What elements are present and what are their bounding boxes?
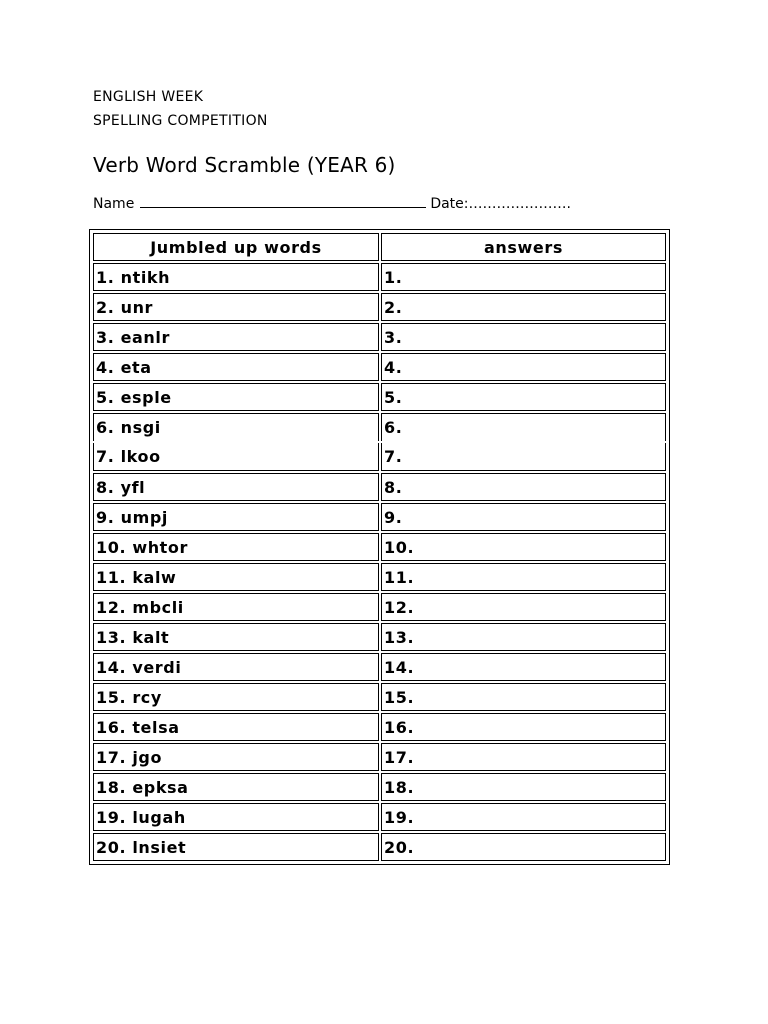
- answer-cell[interactable]: 20.: [381, 833, 666, 861]
- answer-cell[interactable]: 8.: [381, 473, 666, 501]
- table-row: [93, 383, 666, 411]
- answer-cell[interactable]: 5.: [381, 383, 666, 411]
- jumbled-word-cell: 15. rcy: [93, 683, 379, 711]
- table-row: [93, 473, 666, 501]
- jumbled-word-cell: 16. telsa: [93, 713, 379, 741]
- table-row: [93, 743, 666, 771]
- jumbled-word-cell: 14. verdi: [93, 653, 379, 681]
- answer-cell[interactable]: 19.: [381, 803, 666, 831]
- answer-cell[interactable]: 9.: [381, 503, 666, 531]
- name-blank-line[interactable]: [140, 195, 426, 208]
- table-row: [93, 443, 666, 471]
- table-row: [93, 623, 666, 651]
- answer-cell[interactable]: 18.: [381, 773, 666, 801]
- jumbled-word-cell: 4. eta: [93, 353, 379, 381]
- worksheet-title: Verb Word Scramble (YEAR 6): [93, 153, 396, 177]
- table-row: [93, 263, 666, 291]
- jumbled-word-cell: 8. yfl: [93, 473, 379, 501]
- answer-cell[interactable]: 16.: [381, 713, 666, 741]
- name-date-row: [93, 195, 571, 212]
- answer-cell[interactable]: 4.: [381, 353, 666, 381]
- table-row: [93, 353, 666, 381]
- answer-cell[interactable]: 2.: [381, 293, 666, 321]
- table-header-row: [93, 233, 666, 261]
- answer-cell[interactable]: 14.: [381, 653, 666, 681]
- answer-cell[interactable]: 6.: [381, 413, 666, 441]
- jumbled-word-cell: 11. kalw: [93, 563, 379, 591]
- answer-cell[interactable]: 12.: [381, 593, 666, 621]
- table-row: [93, 323, 666, 351]
- jumbled-word-cell: 12. mbcli: [93, 593, 379, 621]
- jumbled-word-cell: 10. whtor: [93, 533, 379, 561]
- jumbled-word-cell: 1. ntikh: [93, 263, 379, 291]
- jumbled-word-cell: 18. epksa: [93, 773, 379, 801]
- column-header-jumbled: Jumbled up words: [93, 233, 379, 261]
- jumbled-word-cell: 13. kalt: [93, 623, 379, 651]
- table-row: [93, 413, 666, 441]
- name-label: Name: [93, 196, 135, 212]
- answer-cell[interactable]: 3.: [381, 323, 666, 351]
- jumbled-word-cell: 7. lkoo: [93, 443, 379, 471]
- jumbled-word-cell: 3. eanlr: [93, 323, 379, 351]
- answer-cell[interactable]: 7.: [381, 443, 666, 471]
- column-header-answers: answers: [381, 233, 666, 261]
- jumbled-word-cell: 19. lugah: [93, 803, 379, 831]
- scramble-table: [89, 229, 670, 865]
- answer-cell[interactable]: 15.: [381, 683, 666, 711]
- table-row: [93, 653, 666, 681]
- jumbled-word-cell: 9. umpj: [93, 503, 379, 531]
- jumbled-word-cell: 5. esple: [93, 383, 379, 411]
- answer-cell[interactable]: 1.: [381, 263, 666, 291]
- answer-cell[interactable]: 17.: [381, 743, 666, 771]
- table-row: [93, 713, 666, 741]
- table-row: [93, 503, 666, 531]
- table-row: [93, 833, 666, 861]
- jumbled-word-cell: 2. unr: [93, 293, 379, 321]
- answer-cell[interactable]: 13.: [381, 623, 666, 651]
- table-row: [93, 803, 666, 831]
- table-row: [93, 533, 666, 561]
- table-row: [93, 773, 666, 801]
- date-label: Date:………………….: [430, 196, 571, 212]
- table-row: [93, 683, 666, 711]
- answer-cell[interactable]: 10.: [381, 533, 666, 561]
- table-row: [93, 563, 666, 591]
- event-title: ENGLISH WEEK: [93, 89, 204, 105]
- table-row: [93, 293, 666, 321]
- competition-title: SPELLING COMPETITION: [93, 113, 268, 129]
- jumbled-word-cell: 20. lnsiet: [93, 833, 379, 861]
- answer-cell[interactable]: 11.: [381, 563, 666, 591]
- jumbled-word-cell: 6. nsgi: [93, 413, 379, 441]
- table-row: [93, 593, 666, 621]
- jumbled-word-cell: 17. jgo: [93, 743, 379, 771]
